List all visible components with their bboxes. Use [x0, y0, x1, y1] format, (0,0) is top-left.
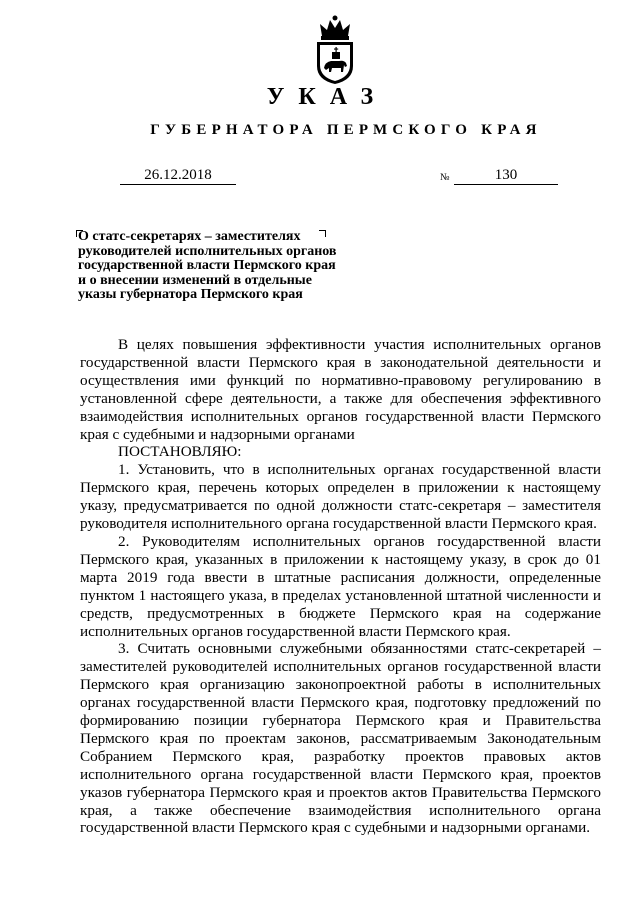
- document-body: [80, 336, 601, 837]
- number-label: №: [440, 172, 450, 183]
- document-issuer: ГУБЕРНАТОРА ПЕРМСКОГО КРАЯ: [150, 122, 542, 138]
- clause-2: 2. Руководителям исполнительных органов государственной власти Пермского края, указанных в приложении к настоящему указу, в срок до 01 марта 2019 года ввести в штатные расписания должности, определенные пунктом 1 настоящего указа, в пределах установленной штатной численности и средств, предусмотренных в бюджете Пермского края на содержание исполнительных органов государственной власти Пермского края.: [80, 532, 601, 640]
- clause-1: 1. Установить, что в исполнительных органах государственной власти Пермского края, перечень которых определен в приложении к настоящему указу, предусматривается по одной должности статс-секретаря – заместителя руководителя исполнительного органа государственной власти Пермского края.: [80, 461, 601, 533]
- document-number: 130: [454, 166, 558, 185]
- preamble-paragraph: В целях повышения эффективности участия исполнительных органов государственной власти Пермского края в законодательной деятельности и осуществления ими функций по нормативно-правовому регулированию в установленной сфере деятельности, а также для обеспечения эффективного взаимодействия исполнительных органов государственной власти Пермского края с судебными и надзорными органами: [80, 336, 601, 443]
- document-heading: О статс-секретарях – заместителях руководителей исполнительных органов государственной власти Пермского края и о внесении изменений в отдельные указы губернатора Пермского края: [78, 229, 337, 303]
- coat-of-arms-icon: [312, 14, 358, 86]
- document-date: 26.12.2018: [120, 166, 236, 185]
- document-title: УКАЗ: [266, 84, 388, 110]
- decree-word: ПОСТАНОВЛЯЮ:: [118, 443, 242, 461]
- clause-3: 3. Считать основными служебными обязанностями статс-секретарей – заместителей руководителей исполнительных органов государственной власти Пермского края организацию законопроектной работы в исполнительных органах государственной власти Пермского края, подготовку предложений по формированию позиции губернатора Пермского края и Правительства Пермского края по проектам законов, рассматриваемым Законодательным Собранием Пермского края, разработку проектов правовых актов исполнительного органа государственной власти Пермского края, проектов указов губернатора Пермского края и проектов актов Правительства Пермского края, а также обеспечение взаимодействия исполнительного органа государственной власти Пермского края с судебными и надзорными органами.: [80, 640, 601, 837]
